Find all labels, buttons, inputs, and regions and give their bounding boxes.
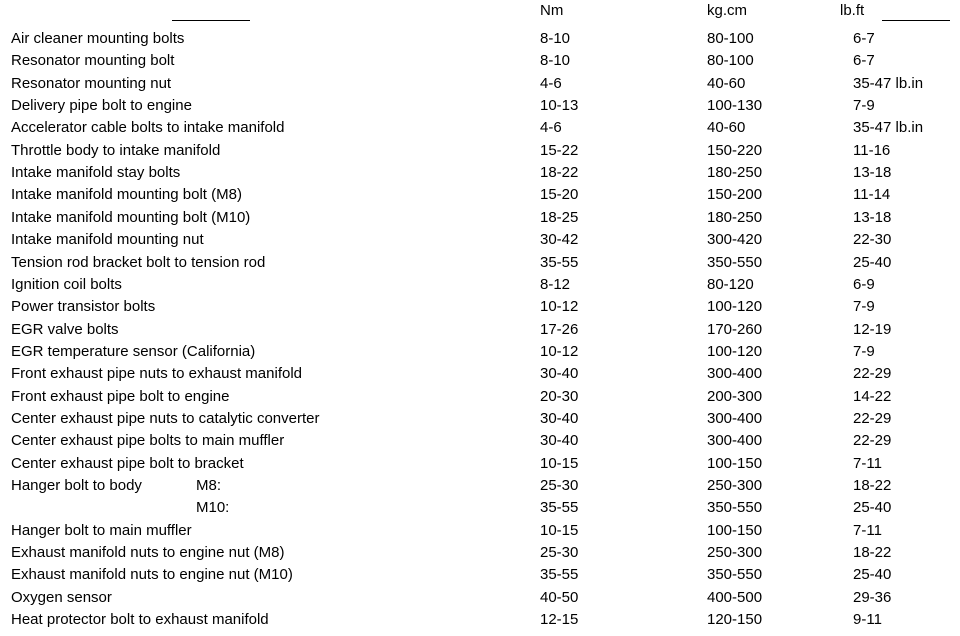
table-row xyxy=(0,73,960,95)
torque-nm: 8-12 xyxy=(540,275,571,293)
component-label: Center exhaust pipe bolts to main muffler xyxy=(11,432,285,450)
table-row xyxy=(0,162,960,184)
table-row xyxy=(0,229,960,251)
torque-nm: 8-10 xyxy=(540,52,571,70)
torque-kg-cm: 150-220 xyxy=(707,141,763,159)
torque-nm: 20-30 xyxy=(540,387,579,405)
component-label: Resonator mounting nut xyxy=(11,74,172,92)
component-label: Throttle body to intake manifold xyxy=(11,141,221,159)
torque-kg-cm: 250-300 xyxy=(707,544,763,562)
table-row xyxy=(0,609,960,631)
table-row xyxy=(0,587,960,609)
torque-nm: 18-22 xyxy=(540,164,579,182)
table-row xyxy=(0,296,960,318)
torque-kg-cm: 40-60 xyxy=(707,74,746,92)
table-row xyxy=(0,117,960,139)
torque-kg-cm: 80-100 xyxy=(707,52,754,70)
torque-lb-ft: 35-47 lb.in xyxy=(853,74,924,92)
component-label: Tension rod bracket bolt to tension rod xyxy=(11,253,266,271)
table-row xyxy=(0,386,960,408)
torque-lb-ft: 25-40 xyxy=(853,499,892,517)
component-label: Front exhaust pipe nuts to exhaust manifold xyxy=(11,365,303,383)
torque-nm: 25-30 xyxy=(540,544,579,562)
table-row xyxy=(0,207,960,229)
component-label: EGR temperature sensor (California) xyxy=(11,342,256,360)
component-label: Intake manifold mounting bolt (M8) xyxy=(11,186,242,204)
torque-lb-ft: 7-11 xyxy=(853,454,882,472)
torque-lb-ft: 7-9 xyxy=(853,97,875,115)
torque-nm: 35-55 xyxy=(540,253,579,271)
table-row xyxy=(0,408,960,430)
torque-kg-cm: 120-150 xyxy=(707,611,763,629)
torque-nm: 10-15 xyxy=(540,454,579,472)
torque-kg-cm: 180-250 xyxy=(707,164,763,182)
size-label: M10: xyxy=(196,499,230,517)
torque-lb-ft: 22-29 xyxy=(853,365,892,383)
torque-nm: 25-30 xyxy=(540,477,579,494)
component-label: Heat protector bolt to exhaust manifold xyxy=(11,611,269,629)
torque-kg-cm: 300-400 xyxy=(707,409,763,427)
torque-kg-cm: 80-120 xyxy=(707,275,754,293)
torque-lb-ft: 7-9 xyxy=(853,298,875,316)
torque-kg-cm: 100-150 xyxy=(707,454,763,472)
torque-lb-ft: 6-7 xyxy=(853,52,875,70)
component-label: Hanger bolt to body xyxy=(11,477,142,494)
table-row xyxy=(0,184,960,206)
component-label: Hanger bolt to main muffler xyxy=(11,521,192,539)
component-label: Intake manifold mounting nut xyxy=(11,231,204,249)
torque-nm: 35-55 xyxy=(540,499,579,517)
torque-kg-cm: 100-120 xyxy=(707,298,763,316)
component-label: Resonator mounting bolt xyxy=(11,52,175,70)
torque-lb-ft: 14-22 xyxy=(853,387,892,405)
table-row xyxy=(0,28,960,50)
torque-kg-cm: 350-550 xyxy=(707,499,763,517)
torque-lb-ft: 18-22 xyxy=(853,544,892,562)
torque-lb-ft: 18-22 xyxy=(853,477,892,494)
component-label: Air cleaner mounting bolts xyxy=(11,30,185,47)
torque-lb-ft: 29-36 xyxy=(853,588,892,606)
header-kg-cm: kg.cm xyxy=(707,2,748,19)
table-row xyxy=(0,341,960,363)
torque-nm: 4-6 xyxy=(540,119,562,137)
torque-lb-ft: 25-40 xyxy=(853,253,892,271)
torque-kg-cm: 250-300 xyxy=(707,477,763,494)
torque-lb-ft: 13-18 xyxy=(853,164,892,182)
size-label: M8: xyxy=(196,477,222,494)
table-row xyxy=(0,363,960,385)
torque-lb-ft: 22-30 xyxy=(853,231,892,249)
torque-nm: 30-40 xyxy=(540,432,579,450)
component-label: Front exhaust pipe bolt to engine xyxy=(11,387,230,405)
component-label: Oxygen sensor xyxy=(11,588,112,606)
component-label: Intake manifold stay bolts xyxy=(11,164,181,182)
component-label: Exhaust manifold nuts to engine nut (M8) xyxy=(11,544,285,562)
table-row xyxy=(0,140,960,162)
table-row xyxy=(0,453,960,475)
torque-kg-cm: 100-150 xyxy=(707,521,763,539)
torque-lb-ft: 12-19 xyxy=(853,320,892,338)
table-row xyxy=(0,520,960,542)
torque-kg-cm: 150-200 xyxy=(707,186,763,204)
torque-nm: 10-12 xyxy=(540,342,579,360)
torque-nm: 17-26 xyxy=(540,320,579,338)
torque-lb-ft: 7-9 xyxy=(853,342,875,360)
torque-lb-ft: 35-47 lb.in xyxy=(853,119,924,137)
component-label: EGR valve bolts xyxy=(11,320,119,338)
torque-kg-cm: 400-500 xyxy=(707,588,763,606)
torque-kg-cm: 100-130 xyxy=(707,97,763,115)
table-row xyxy=(0,542,960,564)
torque-kg-cm: 100-120 xyxy=(707,342,763,360)
component-label: Center exhaust pipe bolt to bracket xyxy=(11,454,244,472)
torque-nm: 30-40 xyxy=(540,409,579,427)
torque-lb-ft: 22-29 xyxy=(853,432,892,450)
torque-lb-ft: 11-14 xyxy=(853,186,891,204)
torque-kg-cm: 200-300 xyxy=(707,387,763,405)
component-label: Power transistor bolts xyxy=(11,298,156,316)
torque-nm: 18-25 xyxy=(540,208,579,226)
torque-nm: 40-50 xyxy=(540,588,579,606)
torque-kg-cm: 170-260 xyxy=(707,320,763,338)
component-label: Accelerator cable bolts to intake manifold xyxy=(11,119,285,137)
table-row xyxy=(0,50,960,72)
torque-nm: 4-6 xyxy=(540,74,562,92)
torque-kg-cm: 180-250 xyxy=(707,208,763,226)
torque-nm: 8-10 xyxy=(540,30,571,47)
torque-kg-cm: 300-400 xyxy=(707,432,763,450)
header-rule-right xyxy=(882,20,950,21)
torque-nm: 15-22 xyxy=(540,141,579,159)
table-header xyxy=(0,0,960,24)
torque-lb-ft: 22-29 xyxy=(853,409,892,427)
component-label: Delivery pipe bolt to engine xyxy=(11,97,192,115)
torque-kg-cm: 40-60 xyxy=(707,119,746,137)
torque-nm: 30-42 xyxy=(540,231,579,249)
torque-lb-ft: 9-11 xyxy=(853,611,882,629)
torque-kg-cm: 300-420 xyxy=(707,231,763,249)
table-row xyxy=(0,319,960,341)
torque-kg-cm: 350-550 xyxy=(707,566,763,584)
torque-kg-cm: 350-550 xyxy=(707,253,763,271)
torque-nm: 10-13 xyxy=(540,97,579,115)
table-row xyxy=(0,564,960,586)
torque-lb-ft: 6-9 xyxy=(853,275,875,293)
torque-nm: 10-15 xyxy=(540,521,579,539)
torque-lb-ft: 13-18 xyxy=(853,208,892,226)
component-label: Intake manifold mounting bolt (M10) xyxy=(11,208,251,226)
torque-nm: 10-12 xyxy=(540,298,579,316)
torque-lb-ft: 11-16 xyxy=(853,141,891,159)
component-label: Ignition coil bolts xyxy=(11,275,122,293)
table-row xyxy=(0,274,960,296)
table-row xyxy=(0,475,960,497)
torque-lb-ft: 6-7 xyxy=(853,30,875,47)
table-row xyxy=(0,497,960,519)
header-rule-left xyxy=(172,20,250,21)
table-row xyxy=(0,430,960,452)
torque-nm: 30-40 xyxy=(540,365,579,383)
component-label: Exhaust manifold nuts to engine nut (M10) xyxy=(11,566,293,584)
table-row xyxy=(0,252,960,274)
torque-nm: 35-55 xyxy=(540,566,579,584)
header-lb-ft: lb.ft xyxy=(840,2,865,19)
torque-lb-ft: 25-40 xyxy=(853,566,892,584)
torque-kg-cm: 80-100 xyxy=(707,30,754,47)
torque-nm: 15-20 xyxy=(540,186,579,204)
torque-kg-cm: 300-400 xyxy=(707,365,763,383)
table-row xyxy=(0,95,960,117)
torque-nm: 12-15 xyxy=(540,611,579,629)
torque-lb-ft: 7-11 xyxy=(853,521,882,539)
component-label: Center exhaust pipe nuts to catalytic converter xyxy=(11,409,320,427)
header-nm: Nm xyxy=(540,2,564,19)
